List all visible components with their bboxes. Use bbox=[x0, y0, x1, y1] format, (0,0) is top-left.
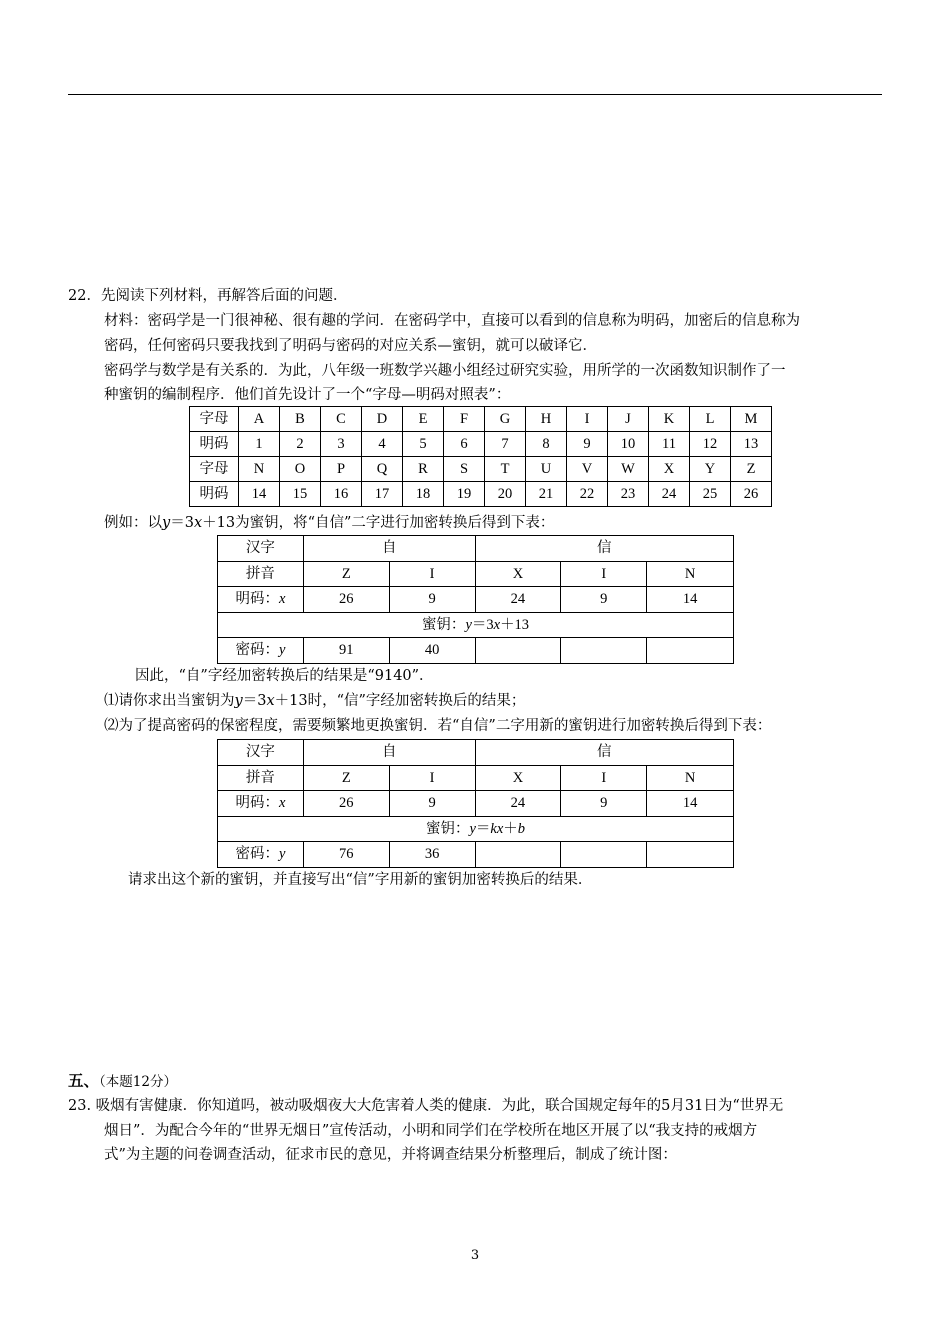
table-cell: 15 bbox=[280, 482, 321, 507]
label-text: ＋13 bbox=[500, 616, 530, 633]
table-cell: Z bbox=[731, 457, 772, 482]
blank-cell bbox=[647, 638, 734, 664]
table-cell: 13 bbox=[731, 432, 772, 457]
row-label: 字母 bbox=[190, 457, 239, 482]
row-label: 拼音 bbox=[218, 561, 304, 587]
table-cell: 25 bbox=[690, 482, 731, 507]
table-cell: 40 bbox=[389, 638, 475, 664]
var-y: y bbox=[469, 820, 476, 837]
example-text: 例如：以 bbox=[104, 515, 162, 531]
var-x: x bbox=[193, 515, 203, 531]
q23-line-1: 23. 吸烟有害健康．你知道吗，被动吸烟夜大大危害着人类的健康．为此，联合国规定每年的5月31日为“世界无 bbox=[68, 1098, 784, 1114]
header-rule bbox=[68, 94, 882, 95]
letter-code-table bbox=[189, 406, 772, 507]
section-title: 五、 bbox=[68, 1071, 100, 1090]
table-cell: J bbox=[608, 407, 649, 432]
var-y: y bbox=[278, 846, 286, 862]
table-cell: 4 bbox=[362, 432, 403, 457]
table-cell: 76 bbox=[303, 842, 389, 868]
table-row bbox=[218, 561, 734, 587]
table-cell: 10 bbox=[608, 432, 649, 457]
label-text: ＝ bbox=[475, 820, 491, 837]
label-text: 蜜钥： bbox=[421, 616, 466, 633]
table-cell: 6 bbox=[444, 432, 485, 457]
table-cell: 14 bbox=[239, 482, 280, 507]
table-cell: 24 bbox=[475, 587, 561, 613]
example-text: ＝3 bbox=[170, 515, 194, 531]
table-cell: E bbox=[403, 407, 444, 432]
table-cell: V bbox=[567, 457, 608, 482]
table-cell: 信 bbox=[475, 740, 733, 766]
q23-line-3: 式”为主题的问卷调查活动，征求市民的意见，并将调查结果分析整理后，制成了统计图： bbox=[104, 1147, 677, 1163]
table-cell: G bbox=[485, 407, 526, 432]
var-x: x bbox=[493, 616, 501, 633]
row-label bbox=[218, 791, 304, 817]
table-cell: 17 bbox=[362, 482, 403, 507]
key-cell bbox=[218, 612, 734, 638]
table-cell: H bbox=[526, 407, 567, 432]
q1-text: ＝3 bbox=[242, 693, 267, 709]
table-cell: 19 bbox=[444, 482, 485, 507]
table-row bbox=[218, 791, 734, 817]
table-row bbox=[190, 432, 772, 457]
therefore-line: 因此，“自”字经加密转换后的结果是“9140”． bbox=[135, 668, 434, 684]
table-cell: O bbox=[280, 457, 321, 482]
table-cell: 16 bbox=[321, 482, 362, 507]
table-cell: U bbox=[526, 457, 567, 482]
table-cell: R bbox=[403, 457, 444, 482]
table-cell: Z bbox=[303, 765, 389, 791]
row-label bbox=[218, 638, 304, 664]
table-cell: 23 bbox=[608, 482, 649, 507]
label-text: 明码： bbox=[235, 795, 279, 811]
table-cell: 7 bbox=[485, 432, 526, 457]
table-row bbox=[218, 638, 734, 664]
table-row bbox=[218, 587, 734, 613]
encryption-table-2 bbox=[217, 739, 734, 868]
table-cell: 14 bbox=[647, 587, 734, 613]
table-cell: 9 bbox=[389, 791, 475, 817]
blank-cell bbox=[561, 842, 647, 868]
q22-ask: 请求出这个新的蜜钥，并直接写出“信”字用新的蜜钥加密转换后的结果． bbox=[128, 872, 593, 888]
q22-material-line-1: 材料：密码学是一门很神秘、很有趣的学问．在密码学中，直接可以看到的信息称为明码，加密后的信息称为 bbox=[104, 313, 800, 329]
page-number: 3 bbox=[470, 1248, 480, 1263]
table-cell: 12 bbox=[690, 432, 731, 457]
table-cell: 2 bbox=[280, 432, 321, 457]
table-cell: X bbox=[649, 457, 690, 482]
q22-intro: 22．先阅读下列材料，再解答后面的问题． bbox=[68, 288, 348, 304]
row-label bbox=[218, 587, 304, 613]
example-line bbox=[104, 513, 554, 533]
var-y: y bbox=[278, 642, 286, 658]
row-label: 汉字 bbox=[218, 536, 304, 562]
table-cell: 26 bbox=[303, 791, 389, 817]
label-text: ＋ bbox=[503, 820, 518, 837]
table-cell: 24 bbox=[649, 482, 690, 507]
example-text: ＋13为蜜钥，将“自信”二字进行加密转换后得到下表： bbox=[202, 515, 555, 531]
row-label bbox=[218, 842, 304, 868]
q23-line-2: 烟日”．为配合今年的“世界无烟日”宣传活动，小明和同学们在学校所在地区开展了以“我支持的戒烟方 bbox=[104, 1123, 758, 1139]
question-2: ⑵为了提高密码的保密程度，需要频繁地更换蜜钥．若“自信”二字用新的蜜钥进行加密转换后得到下表： bbox=[104, 718, 772, 734]
table-cell: 9 bbox=[561, 587, 647, 613]
table-cell: 22 bbox=[567, 482, 608, 507]
table-cell: T bbox=[485, 457, 526, 482]
table-cell: 26 bbox=[303, 587, 389, 613]
q22-paragraph-line-1: 密码学与数学是有关系的．为此，八年级一班数学兴趣小组经过研究实验，用所学的一次函数知识制作了一 bbox=[104, 363, 786, 379]
row-label: 字母 bbox=[190, 407, 239, 432]
table-cell: Q bbox=[362, 457, 403, 482]
table-cell: P bbox=[321, 457, 362, 482]
table-cell: I bbox=[561, 765, 647, 791]
var-y: y bbox=[234, 693, 243, 709]
table-cell: 3 bbox=[321, 432, 362, 457]
table-cell: 自 bbox=[303, 536, 475, 562]
table-cell: W bbox=[608, 457, 649, 482]
blank-cell bbox=[475, 842, 561, 868]
table-cell: 自 bbox=[303, 740, 475, 766]
table-cell: I bbox=[389, 561, 475, 587]
table-cell: C bbox=[321, 407, 362, 432]
table-cell: 14 bbox=[647, 791, 734, 817]
table-cell: Z bbox=[303, 561, 389, 587]
table-row bbox=[218, 740, 734, 766]
table-cell: N bbox=[647, 561, 734, 587]
label-text: 密码： bbox=[235, 642, 279, 658]
blank-cell bbox=[561, 638, 647, 664]
table-cell: 18 bbox=[403, 482, 444, 507]
table-cell: X bbox=[475, 561, 561, 587]
var-x: x bbox=[266, 693, 275, 709]
section-5-heading bbox=[68, 1071, 177, 1092]
table-row bbox=[218, 842, 734, 868]
table-row bbox=[218, 536, 734, 562]
table-cell: 9 bbox=[567, 432, 608, 457]
section-note: （本题12分） bbox=[99, 1074, 177, 1090]
var-y: y bbox=[465, 616, 472, 633]
q22-paragraph-line-2: 种蜜钥的编制程序．他们首先设计了一个“字母—明码对照表”： bbox=[104, 387, 511, 403]
q1-text: ⑴请你求出当蜜钥为 bbox=[104, 693, 235, 709]
label-text: 明码： bbox=[235, 591, 279, 607]
table-cell: I bbox=[567, 407, 608, 432]
table-cell: F bbox=[444, 407, 485, 432]
table-cell: N bbox=[239, 457, 280, 482]
table-row bbox=[218, 765, 734, 791]
table-cell: Y bbox=[690, 457, 731, 482]
table-row bbox=[190, 407, 772, 432]
row-label: 拼音 bbox=[218, 765, 304, 791]
label-text: 蜜钥： bbox=[425, 820, 470, 837]
table-cell: 21 bbox=[526, 482, 567, 507]
blank-cell bbox=[647, 842, 734, 868]
table-cell: 20 bbox=[485, 482, 526, 507]
table-cell: D bbox=[362, 407, 403, 432]
blank-cell bbox=[475, 638, 561, 664]
table-cell: M bbox=[731, 407, 772, 432]
table-cell: 91 bbox=[303, 638, 389, 664]
label-text: 密码： bbox=[235, 846, 279, 862]
table-cell: 9 bbox=[561, 791, 647, 817]
table-cell: 11 bbox=[649, 432, 690, 457]
table-cell: 26 bbox=[731, 482, 772, 507]
table-row bbox=[190, 457, 772, 482]
table-cell: N bbox=[647, 765, 734, 791]
table-cell: S bbox=[444, 457, 485, 482]
table-cell: X bbox=[475, 765, 561, 791]
var-b: b bbox=[517, 820, 526, 837]
table-cell: K bbox=[649, 407, 690, 432]
table-cell: L bbox=[690, 407, 731, 432]
q1-text: ＋13时，“信”字经加密转换后的结果； bbox=[274, 693, 526, 709]
key-cell bbox=[218, 816, 734, 842]
table-cell: 24 bbox=[475, 791, 561, 817]
table-row bbox=[218, 612, 734, 638]
table-cell: 5 bbox=[403, 432, 444, 457]
q22-material-line-2: 密码，任何密码只要我找到了明码与密码的对应关系—蜜钥，就可以破译它． bbox=[104, 338, 597, 354]
row-label: 明码 bbox=[190, 482, 239, 507]
encryption-table-1 bbox=[217, 535, 734, 664]
row-label: 明码 bbox=[190, 432, 239, 457]
table-cell: I bbox=[389, 765, 475, 791]
var-kx: kx bbox=[490, 820, 504, 837]
row-label: 汉字 bbox=[218, 740, 304, 766]
table-row bbox=[190, 482, 772, 507]
var-x: x bbox=[278, 591, 286, 607]
table-cell: 8 bbox=[526, 432, 567, 457]
table-cell: 1 bbox=[239, 432, 280, 457]
question-1 bbox=[104, 691, 525, 711]
table-row bbox=[218, 816, 734, 842]
table-cell: 36 bbox=[389, 842, 475, 868]
table-cell: I bbox=[561, 561, 647, 587]
table-cell: B bbox=[280, 407, 321, 432]
table-cell: 9 bbox=[389, 587, 475, 613]
table-cell: 信 bbox=[475, 536, 733, 562]
var-x: x bbox=[278, 795, 286, 811]
label-text: ＝3 bbox=[471, 616, 494, 633]
table-cell: A bbox=[239, 407, 280, 432]
var-y: y bbox=[162, 515, 171, 531]
